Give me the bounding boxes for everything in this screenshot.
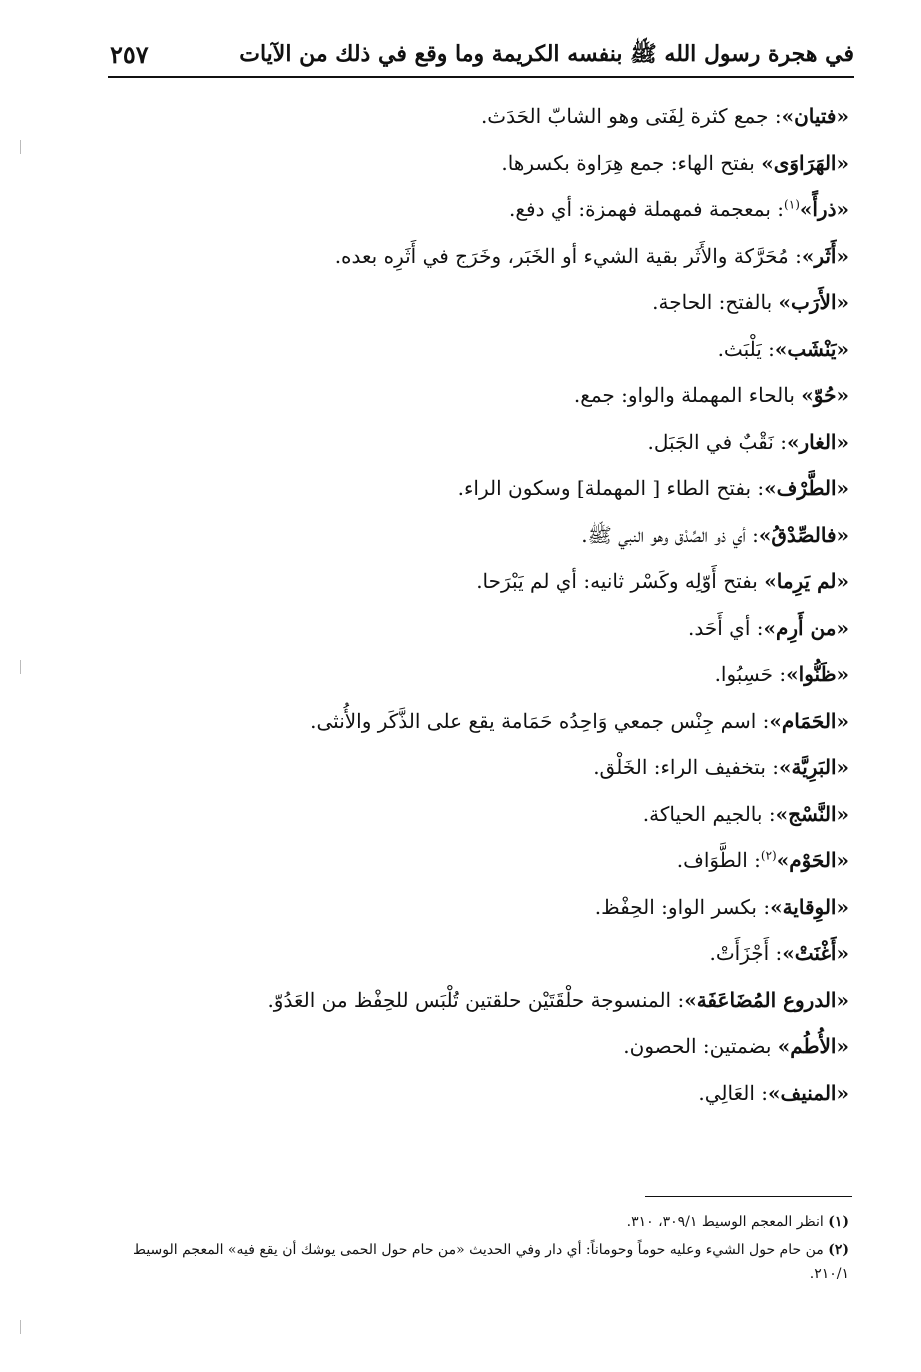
entry-definition: : المنسوجة حلْقَتَيْن حلقتين تُلْبَس للحِفْظ من العَدُوّ. (267, 987, 685, 1012)
entry-definition: : بفتح الطاء [ المهملة] وسكون الراء. (457, 476, 765, 500)
glossary-entry (149, 561, 849, 608)
entry-definition: : جمع كثرة لِفَتى وهو الشابّ الحَدَث. (480, 104, 782, 128)
entry-term: «فالصِّدْقُ» (758, 522, 849, 547)
entry-definition: : أي أَحَد. (688, 615, 764, 640)
margin-mark (20, 660, 21, 674)
footnote-text: من حام حول الشيء وعليه حوماً وحوماناً: أي دار وفي الحديث «من حام حول الحمى يوشك أن يقع فيه» المعجم الوسيط ٢١٠/١. (133, 1242, 849, 1282)
glossary-list (149, 96, 849, 1119)
entry-definition: : مُحَرَّكة والأَثَر بقية الشيء أو الخَبَر، وخَرَج في أَثَرِه بعده. (334, 243, 802, 268)
entry-definition: بالحاء المهملة والواو: جمع. (573, 383, 802, 407)
entry-term: «الدروع المُضَاعَفَة» (684, 987, 849, 1012)
entry-term: «الأُطُم» (777, 1034, 849, 1058)
glossary-entry (149, 96, 849, 143)
footnote (99, 1238, 849, 1286)
footnote-number: (١) (828, 1214, 849, 1230)
entry-term: «المنيف» (768, 1080, 849, 1105)
glossary-entry (149, 189, 849, 236)
glossary-entry (149, 933, 849, 980)
glossary-entry (149, 143, 849, 190)
entry-definition: : الطَّوَاف. (676, 848, 761, 872)
glossary-entry (149, 840, 849, 887)
entry-term: «أَغْنَتْ» (782, 941, 849, 965)
entry-definition: : بتخفيف الراء: الخَلْق. (593, 755, 779, 779)
glossary-entry (149, 747, 849, 794)
margin-mark (20, 140, 21, 154)
glossary-entry (149, 329, 849, 376)
entry-definition: بضمتين: الحصون. (623, 1034, 778, 1058)
glossary-entry (149, 282, 849, 329)
entry-term: «ذرأً» (799, 197, 849, 221)
entry-term: «حُوّ» (801, 383, 849, 407)
glossary-entry (149, 236, 849, 283)
footnote-ref: (١) (784, 197, 800, 212)
glossary-entry (149, 980, 849, 1027)
entry-definition: : حَسِبُوا. (714, 662, 787, 686)
entry-term: «فتيان» (781, 104, 849, 128)
entry-definition: : بمعجمة فمهملة فهمزة: أي دفع. (509, 197, 785, 221)
entry-definition: : يَلْبَث. (717, 336, 775, 361)
entry-definition: بفتح الهاء: جمع هِرَاوة بكسرها. (501, 150, 762, 175)
entry-term: «الوِقاية» (770, 894, 849, 919)
entry-term: «أَثَر» (801, 243, 849, 268)
glossary-entry (149, 1073, 849, 1120)
glossary-entry (149, 1026, 849, 1073)
entry-term: «الحَمَام» (769, 708, 849, 733)
glossary-entry (149, 794, 849, 841)
entry-definition: بفتح أَوّلِه وكَسْر ثانيه: أي لم يَبْرَحا. (476, 569, 765, 593)
footnote-ref: (٢) (760, 848, 777, 863)
entry-term: «الأَرَب» (778, 290, 849, 314)
entry-definition: : بكسر الواو: الحِفْظ. (594, 894, 771, 919)
footnotes (99, 1210, 849, 1290)
footnote-text: انظر المعجم الوسيط ٣٠٩/١، ٣١٠. (626, 1214, 829, 1230)
glossary-entry (149, 887, 849, 934)
glossary-entry (149, 608, 849, 655)
entry-term: «لم يَرِما» (764, 569, 849, 593)
entry-term: «ظَنُّوا» (786, 662, 849, 686)
glossary-entry (149, 468, 849, 515)
margin-mark (20, 1320, 21, 1334)
entry-definition: : بالجيم الحياكة. (642, 801, 776, 826)
entry-definition: : أَجْزَأَتْ. (709, 941, 783, 965)
entry-term: «البَرِيَّة» (778, 755, 849, 779)
entry-definition: : نَقْبٌ في الجَبَل. (647, 429, 787, 454)
entry-term: «من أَرِم» (763, 615, 849, 640)
page-number: ٢٥٧ (110, 40, 149, 69)
entry-definition: : اسم جِنْس جمعي وَاحِدُه حَمَامة يقع على الذَّكَر والأُنثى. (310, 708, 770, 733)
entry-term: «يَنْشَب» (774, 336, 849, 361)
footnote (99, 1210, 849, 1234)
page-header (108, 34, 854, 78)
entry-term: «الطَّرْف» (764, 476, 849, 500)
running-title: في هجرة رسول الله ﷺ بنفسه الكريمة وما وقع في ذلك من الآيات (239, 41, 854, 67)
entry-definition: بالفتح: الحاجة. (652, 290, 779, 314)
glossary-entry (149, 515, 849, 562)
entry-term: «الغار» (786, 429, 849, 454)
glossary-entry (149, 375, 849, 422)
entry-definition: : العَالِي. (698, 1080, 768, 1105)
glossary-entry (149, 701, 849, 748)
glossary-entry (149, 422, 849, 469)
entry-definition: : أي ذو الصِّدْق وهو النبي ﷺ. (581, 522, 759, 547)
footnote-number: (٢) (828, 1242, 849, 1258)
entry-term: «الحَوْم» (776, 848, 849, 872)
entry-term: «النَّسْج» (775, 801, 849, 826)
footnote-separator (645, 1196, 852, 1197)
glossary-entry (149, 654, 849, 701)
entry-term: «الهَرَاوَى» (761, 150, 849, 175)
